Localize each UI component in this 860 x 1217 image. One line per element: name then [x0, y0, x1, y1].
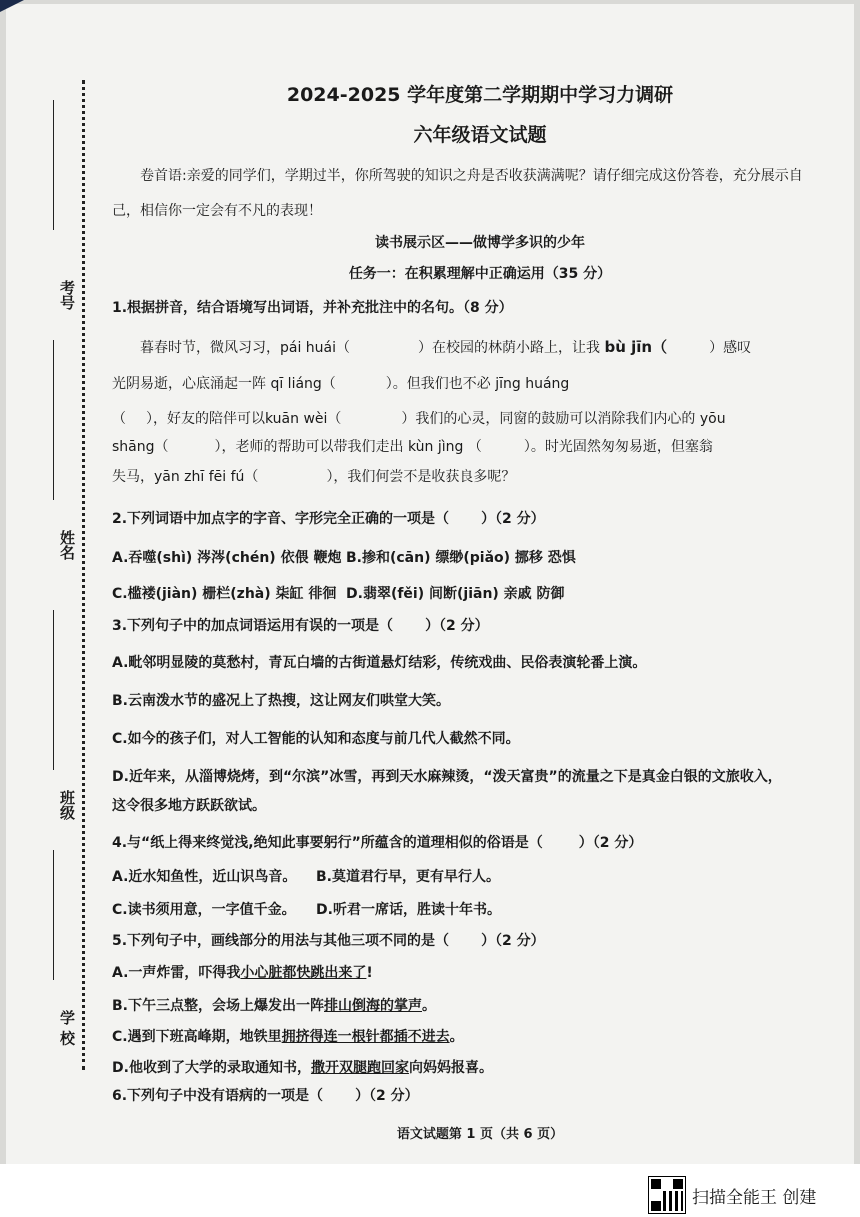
q5-option-a: [112, 962, 373, 982]
scanner-watermark: 扫描全能王 创建: [692, 1188, 817, 1208]
q1-text: ）我们的心灵，同窗的鼓励可以消除我们内心的 yōu: [401, 411, 726, 427]
underlined-phrase: 小心脏都快跳出来了: [240, 965, 367, 981]
q1-text: ）在校园的林荫小路上，让我: [418, 340, 601, 356]
q6-score: ）（2 分）: [355, 1088, 419, 1104]
q1-stem: 1.根据拼音，结合语境写出词语，并补充批注中的名句。（8 分）: [112, 300, 513, 316]
option-text: 向妈妈报喜。: [408, 1060, 493, 1076]
q5-score: ）（2 分）: [481, 933, 545, 949]
q3-option-b: B.云南泼水节的盛况上了热搜，这让网友们哄堂大笑。: [112, 693, 450, 709]
q1-line-3: [112, 408, 726, 428]
side-field-label: 姓名: [58, 530, 76, 560]
option-text: 。: [422, 998, 436, 1014]
option-text: B.下午三点整，会场上爆发出一阵: [112, 998, 324, 1014]
q1-text: ），老师的帮助可以带我们走出 kùn jìng （: [214, 439, 482, 455]
q5-option-c: [112, 1026, 464, 1046]
q1-text: bù jīn（: [604, 338, 668, 356]
q2-stem: [112, 508, 545, 528]
q5-stem: [112, 930, 545, 950]
q1-text: ）感叹: [709, 340, 752, 356]
side-field-label: 班级: [58, 790, 76, 820]
q4-option-d: D.听君一席话，胜读十年书。: [316, 902, 501, 918]
q3-score: ）（2 分）: [425, 618, 489, 634]
section-title: 读书展示区——做博学多识的少年: [375, 235, 585, 251]
underlined-phrase: 撒开双腿跑回家: [310, 1060, 409, 1076]
q2-stem-text: 2.下列词语中加点字的字音、字形完全正确的一项是（: [112, 511, 450, 527]
q1-text: 失马，yān zhī fēi fú（: [112, 469, 259, 485]
intro-line-1: 卷首语:亲爱的同学们，学期过半，你所驾驶的知识之舟是否收获满满呢？请仔细完成这份答卷，充分展示自: [140, 168, 803, 184]
q4-score: ）（2 分）: [578, 835, 643, 851]
side-field-label: 学 校: [58, 1010, 76, 1046]
intro-line-2: 己，相信你一定会有不凡的表现！: [112, 203, 322, 219]
q2-option-a: A.吞噬(shì) 涔涔(chén) 依偎 鞭炮: [112, 550, 342, 566]
q1-text: 光阴易逝，心底涌起一阵 qī liáng（: [112, 376, 336, 392]
side-field-name: [30, 330, 78, 590]
side-field-exam-number: [30, 80, 78, 310]
side-field-class: [30, 610, 78, 840]
q4-option-c: C.读书须用意，一字值千金。: [112, 902, 296, 918]
q2-score: ）（2 分）: [481, 511, 545, 527]
q1-line-2: [112, 373, 569, 393]
q4-stem-text: 4.与“纸上得来终觉浅,绝知此事要躬行”所蕴含的道理相似的俗语是（: [112, 835, 543, 851]
q4-option-a: A.近水知鱼性，近山识鸟音。: [112, 869, 297, 885]
side-field-school: [30, 850, 78, 1080]
q5-option-b: [112, 995, 436, 1015]
task-title: 任务一：在积累理解中正确运用（35 分）: [348, 266, 612, 282]
q2-option-b: B.掺和(cān) 缥缈(piǎo) 挪移 恐惧: [346, 550, 576, 566]
side-field-line: [53, 850, 54, 980]
q1-line-1: [140, 336, 751, 357]
option-text: 。: [449, 1029, 464, 1045]
side-field-line: [53, 610, 54, 770]
qr-code-icon: [648, 1176, 686, 1214]
q5-option-d: [112, 1057, 493, 1077]
q1-text: （: [112, 411, 126, 427]
q3-option-d-line-2: 这令很多地方跃跃欲试。: [112, 798, 266, 814]
exam-subtitle: 六年级语文试题: [413, 124, 547, 146]
underlined-phrase: 拥挤得连一根针都插不进去: [281, 1029, 450, 1045]
q4-option-b: B.莫道君行早，更有早行人。: [316, 869, 500, 885]
binding-dotted-line: [82, 80, 85, 1070]
side-field-line: [53, 340, 54, 500]
side-field-label: 考号: [58, 280, 76, 310]
q5-stem-text: 5.下列句子中，画线部分的用法与其他三项不同的是（: [112, 933, 450, 949]
q6-stem-text: 6.下列句子中没有语病的一项是（: [112, 1088, 324, 1104]
option-text: C.遇到下班高峰期，地铁里: [112, 1029, 282, 1045]
exam-title: 2024-2025 学年度第二学期期中学习力调研: [286, 84, 674, 106]
q2-option-c: C.槛褛(jiàn) 栅栏(zhà) 柒缸 徘徊: [112, 586, 337, 602]
q1-line-5: [112, 466, 515, 486]
option-text: D.他收到了大学的录取通知书，: [112, 1060, 311, 1076]
underlined-phrase: 排山倒海的掌声: [324, 998, 422, 1014]
q3-option-d-line-1: D.近年来，从淄博烧烤，到“尔滨”冰雪，再到天水麻辣烫，“泼天富贵”的流量之下是真金白银的文旅收入，: [112, 769, 782, 785]
option-text: !: [366, 965, 373, 981]
q1-text: ）。时光固然匆匆易逝，但塞翁: [523, 439, 713, 455]
q1-line-4: [112, 436, 713, 456]
q6-stem: [112, 1085, 419, 1105]
q1-text: ），我们何尝不是收获良多呢？: [326, 469, 516, 485]
q1-text: ）。但我们也不必 jīng huáng: [385, 376, 570, 392]
q1-text: shāng（: [112, 439, 169, 455]
q3-option-a: A.毗邻明显陵的莫愁村，青瓦白墙的古街道悬灯结彩，传统戏曲、民俗表演轮番上演。: [112, 655, 647, 671]
q3-option-c: C.如今的孩子们，对人工智能的认知和态度与前几代人截然不同。: [112, 731, 520, 747]
q1-text: ），好友的陪伴可以kuān wèi（: [146, 411, 342, 427]
q4-stem: [112, 832, 642, 852]
option-text: A.一声炸雷，吓得我: [112, 965, 241, 981]
q2-option-d: D.翡翠(fěi) 间断(jiān) 亲戚 防御: [346, 586, 565, 602]
q3-stem-text: 3.下列句子中的加点词语运用有误的一项是（: [112, 618, 394, 634]
q1-text: 暮春时节，微风习习，pái huái（: [140, 340, 351, 356]
page-footer: 语文试题第 1 页（共 6 页）: [396, 1127, 564, 1142]
q3-stem: [112, 615, 489, 635]
